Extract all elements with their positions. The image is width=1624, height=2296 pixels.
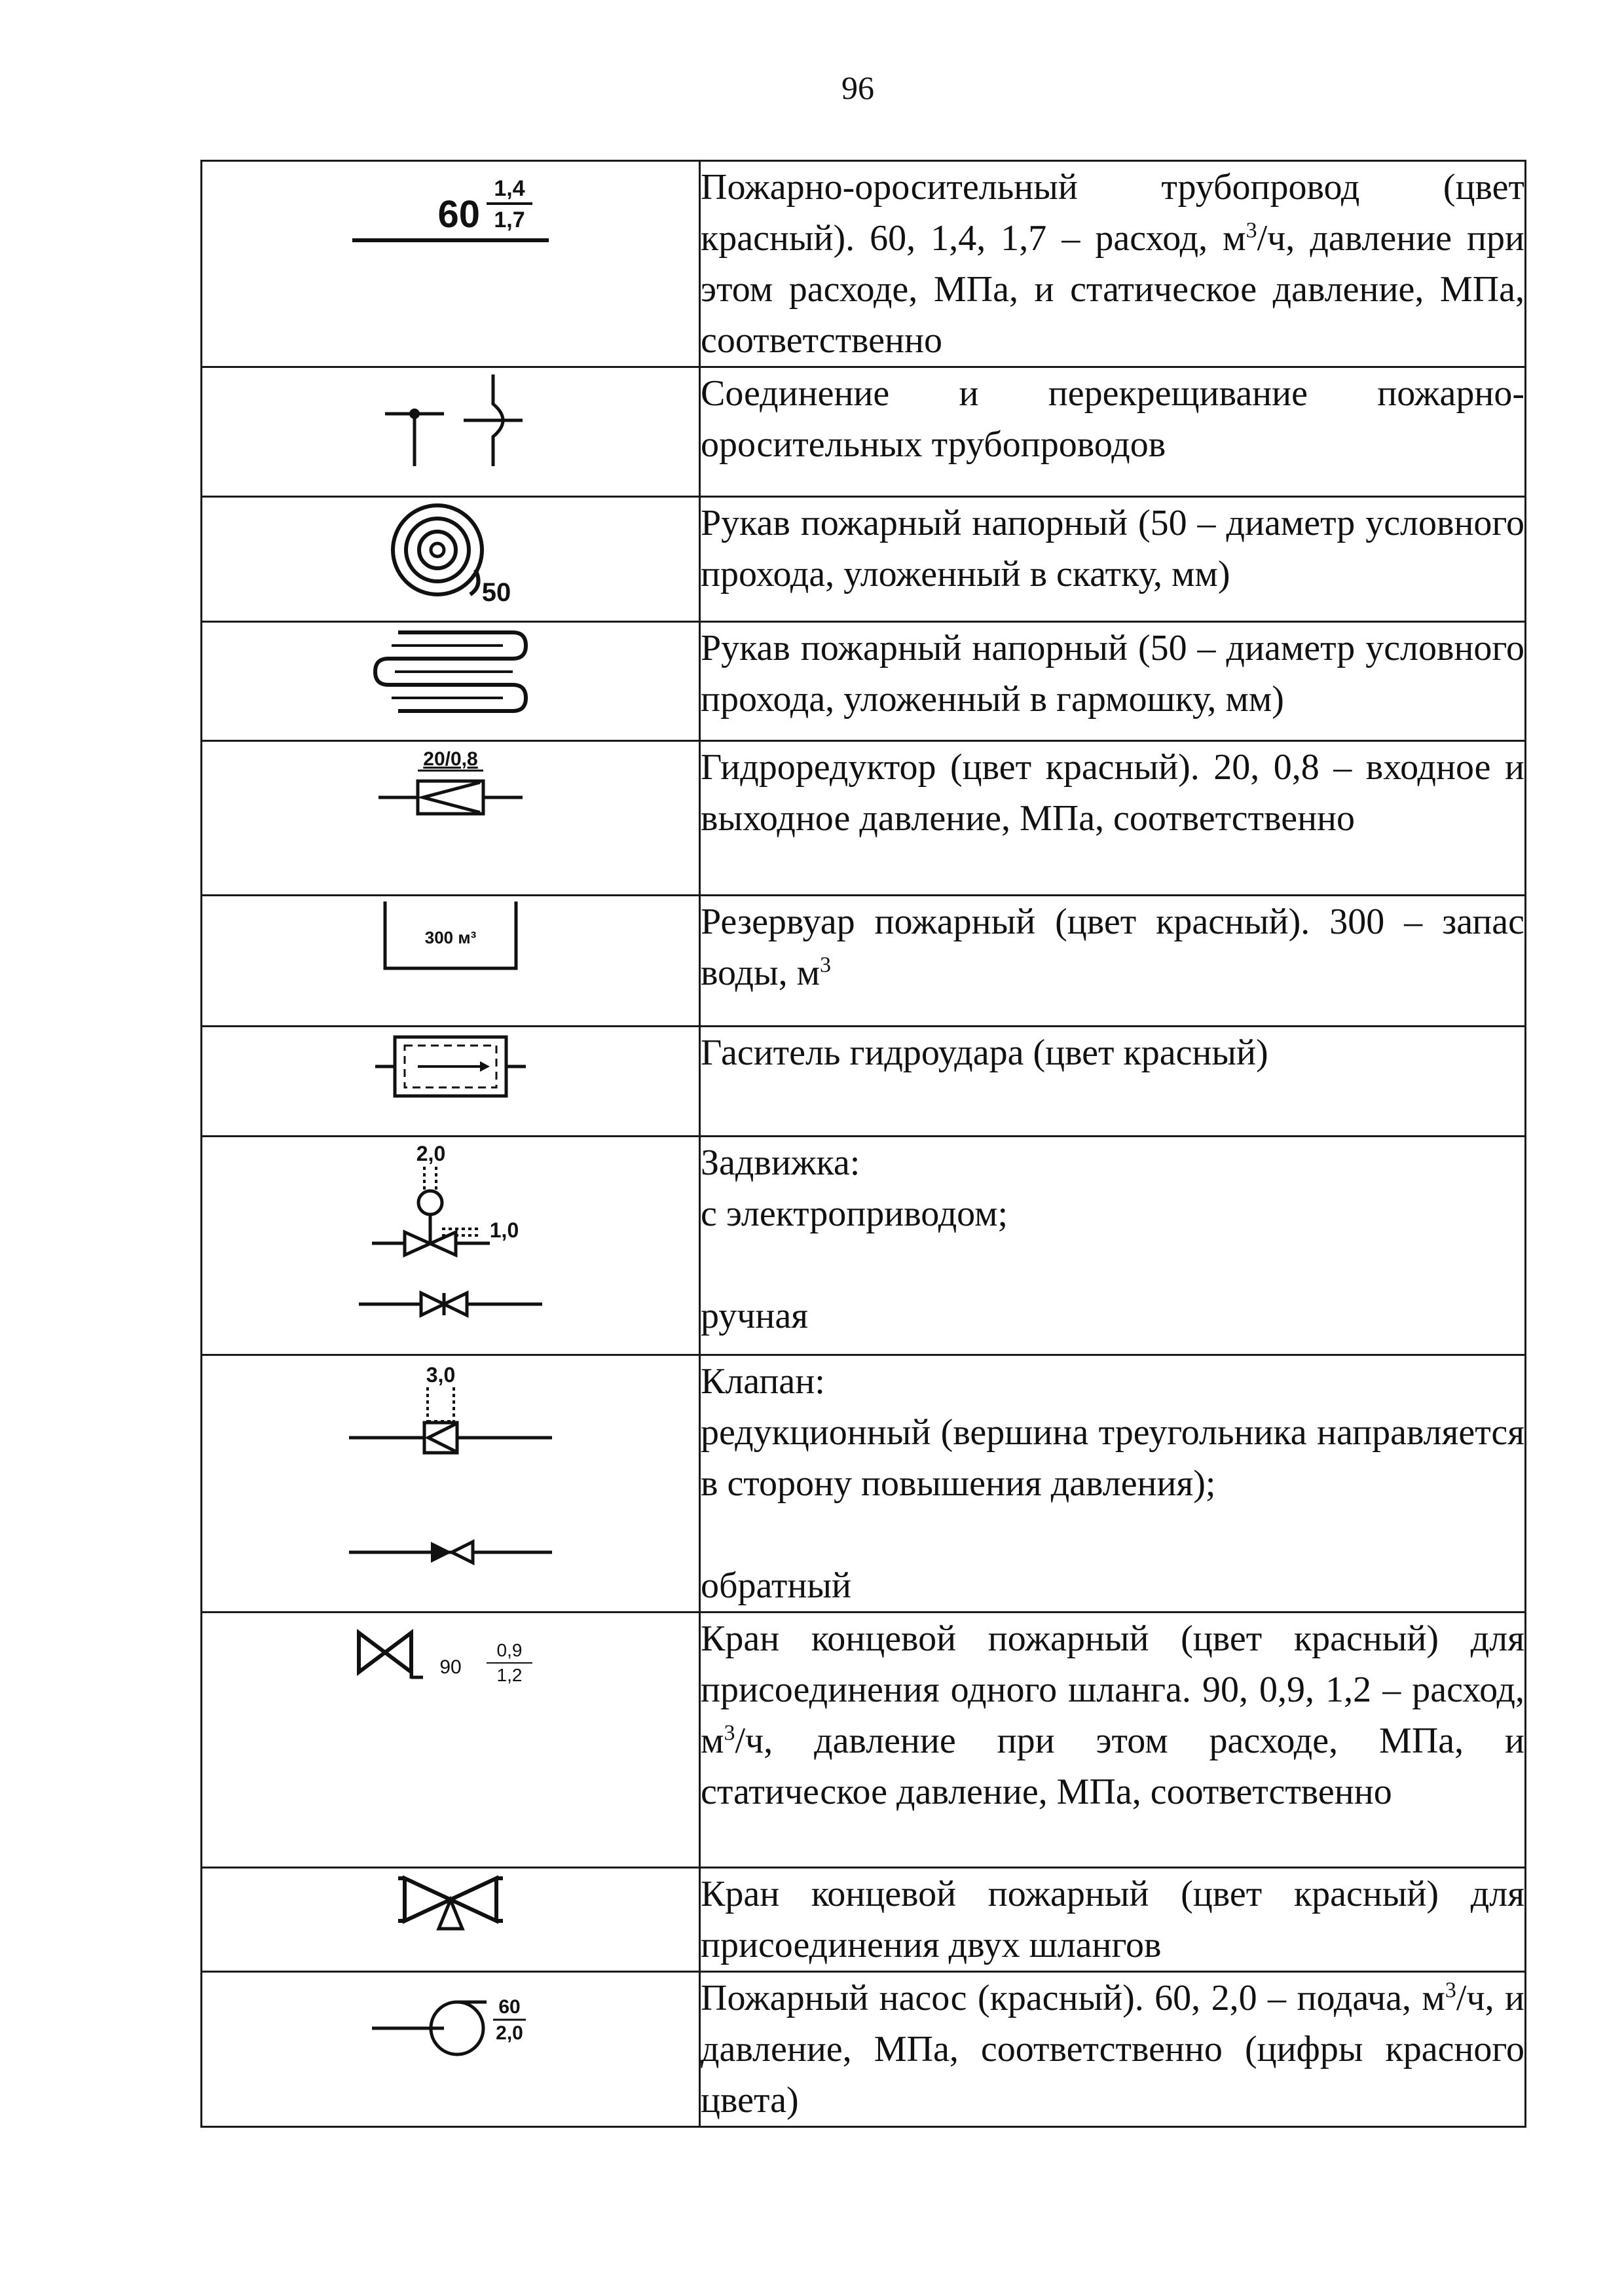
- symbol-label: 60: [437, 193, 480, 236]
- symbols-table: [200, 160, 1526, 2128]
- end-cock-double-icon: [385, 1868, 516, 1941]
- description-text: Пожарно-оросительный трубопровод (цвет красный). 60, 1,4, 1,7 – расход, м: [701, 167, 1524, 259]
- symbol-label: 50: [481, 578, 511, 607]
- fire-reservoir-icon: [378, 896, 523, 975]
- symbol-label: 20/0,8: [423, 748, 478, 770]
- table-row: [202, 161, 1526, 367]
- description-cell: [700, 1027, 1526, 1137]
- table-row: [202, 1868, 1526, 1972]
- page-number: 96: [841, 69, 874, 106]
- table-row: [202, 367, 1526, 497]
- symbol-cell: [202, 161, 700, 367]
- description-text: Соединение и перекрещивание пожарно-оросительных трубопроводов: [701, 373, 1524, 465]
- table-row: [202, 1137, 1526, 1355]
- description-item: ручная: [701, 1296, 809, 1336]
- description-text: Пожарный насос (красный). 60, 2,0 – подача, м: [701, 1978, 1445, 2018]
- pipe-junction-icon: [372, 368, 529, 473]
- table-row: [202, 896, 1526, 1027]
- table-row: [202, 741, 1526, 896]
- symbol-cell: [202, 1355, 700, 1613]
- description-title: Клапан:: [701, 1361, 825, 1402]
- symbol-label: 1,7: [494, 208, 525, 232]
- symbol-cell: [202, 1137, 700, 1355]
- description-text: Рукав пожарный напорный (50 – диаметр условного прохода, уложенный в скатку, мм): [701, 503, 1524, 594]
- hydraulic-reducer-icon: [372, 742, 529, 827]
- water-hammer-damper-icon: [372, 1027, 529, 1106]
- symbol-cell: [202, 497, 700, 622]
- description-text: Гаситель гидроудара (цвет красный): [701, 1032, 1268, 1073]
- fire-sprinkler-pipeline-icon: [346, 162, 555, 260]
- hose-rolled-icon: [372, 498, 529, 609]
- symbol-label: 90: [439, 1656, 462, 1678]
- description-cell: [700, 1972, 1526, 2127]
- description-title: Задвижка:: [701, 1142, 860, 1183]
- symbol-cell: [202, 1613, 700, 1868]
- description-cell: [700, 367, 1526, 497]
- superscript: 3: [724, 1721, 735, 1745]
- symbol-label: 2,0: [496, 2022, 523, 2044]
- symbol-cell: [202, 1868, 700, 1972]
- symbol-cell: [202, 1027, 700, 1137]
- symbol-cell: [202, 896, 700, 1027]
- table-row: [202, 1027, 1526, 1137]
- symbol-label: 1,4: [494, 176, 525, 201]
- description-text: /ч, и давление, МПа, соответственно (цифры красного цвета): [701, 1978, 1524, 2121]
- description-cell: [700, 1137, 1526, 1355]
- symbol-label: 300 м³: [424, 928, 477, 947]
- description-text: Кран концевой пожарный (цвет красный) для присоединения двух шлангов: [701, 1874, 1524, 1965]
- description-item: редукционный (вершина треугольника направляется в сторону повышения давления);: [701, 1412, 1524, 1504]
- table-row: [202, 1972, 1526, 2127]
- end-cock-single-icon: [352, 1613, 549, 1692]
- symbol-label: 2,0: [416, 1142, 446, 1165]
- description-text: Резервуар пожарный (цвет красный). 300 – запас воды, м: [701, 902, 1524, 993]
- symbol-label: 0,9: [496, 1640, 523, 1660]
- symbol-label: 1,2: [496, 1665, 523, 1685]
- description-item: обратный: [701, 1565, 851, 1606]
- symbol-cell: [202, 622, 700, 741]
- gate-valve-icon: [352, 1137, 549, 1327]
- description-cell: [700, 497, 1526, 622]
- description-cell: [700, 896, 1526, 1027]
- description-text: Кран концевой пожарный (цвет красный) для присоединения одного шланга. 90, 0,9, 1,2 – расход, м: [701, 1618, 1524, 1761]
- description-cell: [700, 1355, 1526, 1613]
- description-text: /ч, давление при этом расходе, МПа, и статическое давление, МПа, соответственно: [701, 1721, 1524, 1812]
- table-row: [202, 622, 1526, 741]
- symbol-label: 1,0: [489, 1218, 519, 1242]
- table-row: [202, 1613, 1526, 1868]
- symbol-label: 60: [498, 1996, 521, 2018]
- symbol-cell: [202, 1972, 700, 2127]
- superscript: 3: [1246, 218, 1257, 243]
- description-cell: [700, 1613, 1526, 1868]
- description-cell: [700, 1868, 1526, 1972]
- description-text: /ч, давление при этом расходе, МПа, и статическое давление, МПа, соответственно: [701, 218, 1524, 361]
- superscript: 3: [1445, 1978, 1456, 2003]
- table-row: [202, 497, 1526, 622]
- reducing-and-check-valve-icon: [339, 1356, 562, 1578]
- symbol-label: 3,0: [426, 1363, 456, 1387]
- table-row: [202, 1355, 1526, 1613]
- description-cell: [700, 741, 1526, 896]
- description-text: Гидроредуктор (цвет красный). 20, 0,8 – входное и выходное давление, МПа, соответственно: [701, 747, 1524, 839]
- description-text: Рукав пожарный напорный (50 – диаметр условного прохода, уложенный в гармошку, мм): [701, 628, 1524, 720]
- description-cell: [700, 622, 1526, 741]
- description-item: с электроприводом;: [701, 1194, 1008, 1234]
- symbol-cell: [202, 741, 700, 896]
- symbol-cell: [202, 367, 700, 497]
- superscript: 3: [820, 953, 831, 977]
- fire-pump-icon: [365, 1973, 536, 2064]
- hose-folded-icon: [365, 623, 536, 721]
- description-cell: [700, 161, 1526, 367]
